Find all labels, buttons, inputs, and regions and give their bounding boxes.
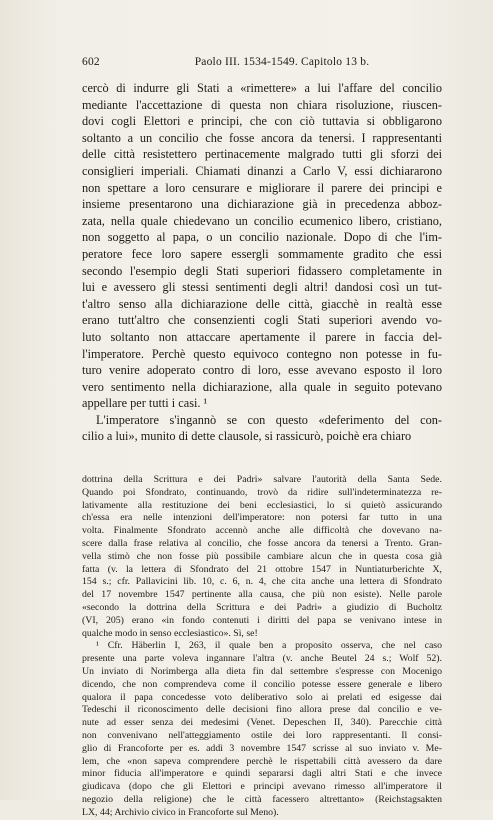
text-line: ch'essa era nelle intenzioni dell'imperatore: non potersi far tutto in una [82,512,442,524]
text-line: vero sentimento nella dichiarazione, alla quale in seguito potevano [82,379,442,394]
text-line: ¹ Cfr. Häberlin I, 263, il quale ben a proposito osserva, che nel caso [96,640,442,652]
text-line: lativamente alla restituzione dei beni ecclesiastici, lo si quietò assicurando [82,499,442,511]
text-line: lem, che «non sapeva comprendere perchè le rispettabili città avessero da dare [82,755,442,767]
running-title: Paolo III. 1534-1549. Capitolo 13 b. [194,56,370,68]
paragraph-1 [82,80,442,412]
text-line: dovi cogli Elettori e principi, che con ciò tuttavia si obbligarono [82,114,442,129]
text-line: nute ad esser senza dei medesimi (Venet. Depeschen II, 340). Parecchie città [82,717,442,729]
text-line: vella stimò che non fosse più possibile cambiare alcun che in questa cosa già [82,550,442,562]
text-line: qualora il papa concedesse voto deliberativo solo ai prelati ed esigesse dai [82,691,442,703]
footnote-1 [82,640,442,819]
text-line: turo venire adoperato contro di loro, esse avevano esposto il loro [82,363,442,378]
text-line: non spettare a loro censurare e migliorare il parere dei principi e [82,180,442,195]
text-line: delle città resistettero pertinacemente malgrado tutti gli sforzi dei [82,147,442,162]
text-line: negozio della religione) che le città facessero altrettanto» (Reichstagsakten [82,793,442,805]
text-line: zata, nella quale chiedevano un concilio ecumenico libero, cristiano, [82,213,442,228]
text-line: appellare per tutti i casi. ¹ [82,396,208,411]
text-line: Quando poi Sfondrato, continuando, trovò da ridire sull'indeterminatezza re- [82,486,442,498]
text-line: scere dalla frase relativa al concilio, che fosse ancora da tenersi a Trento. Gran- [82,537,442,549]
text-line: erano tutt'altro che consenzienti cogli Stati superiori avendo vo- [82,313,442,328]
page-number: 602 [82,56,100,68]
text-line: Tedeschi il riconoscimento delle decisioni fino allora prese dal concilio e ve- [82,704,442,716]
text-line: lui e avessero gli stessi sentimenti degli altri! dandosi così un tut- [82,280,442,295]
paragraph-2 [82,412,442,445]
text-line: volta. Finalmente Sfondrato accennò anche alle difficoltà che dovevano na- [82,525,442,537]
text-line: peratore fece loro sapere essergli sommamente gradito che essi [82,246,442,261]
text-line: insieme presentarono una dichiarazione già in precedenza abboz- [82,197,442,212]
text-line: mediante l'accettazione di questa non chiara risoluzione, riuscen- [82,97,442,112]
footnote-continuation [82,474,442,640]
text-line: secondo l'esempio degli Stati superiori fidassero completamente in [82,263,442,278]
text-line: LX, 44; Archivio civico in Francoforte sul Meno). [82,806,279,818]
text-line: fatta (v. la lettera di Sfondrato del 21 ottobre 1547 in Nuntiaturberichte X, [82,563,442,575]
text-line: t'altro senso alla dichiarazione delle città, giacchè in realtà esse [82,296,442,311]
text-line: L'imperatore s'ingannò se con questo «deferimento del con- [96,412,442,427]
text-line: cercò di indurre gli Stati a «rimettere» a lui l'affare del concilio [82,81,442,95]
text-line: del 17 novembre 1547 pertinente alla causa, che più non esiste). Nelle parole [82,589,442,601]
footnotes [82,474,442,820]
text-line: non convenivano nell'atteggiamento ostile dei loro rappresentanti. Il consi- [82,729,442,741]
text-line: 154 s.; cfr. Pallavicini lib. 10, c. 6, n. 4, che cita anche una lettera di Sfondrato [82,576,442,588]
running-header [82,56,442,68]
text-line: «secondo la dottrina della Scrittura e dei Padri» a giudizio di Bucholtz [82,601,442,613]
text-line: dicendo, che non comprendeva come il concilio potesse essere generale e libero [82,678,442,690]
text-line: soltanto a un concilio che fosse ancora da tenersi. I rappresentanti [82,130,442,145]
text-line: consiglieri imperiali. Chiamati dinanzi a Carlo V, essi dichiararono [82,163,442,178]
text-line: minor fiducia all'imperatore e quindi separarsi dagli altri Stati e che invece [82,768,442,780]
text-line: luto soltanto non attaccare apertamente il parere in faccia del- [82,329,442,344]
text-line: l'imperatore. Perchè questo equivoco contegno non potesse in fu- [82,346,442,361]
text-line: non soggetto al papa, o un concilio nazionale. Dopo di che l'im- [82,230,442,245]
main-text [82,80,442,445]
text-line: presente una parte voleva ingannare l'altra (v. anche Beutel 24 s.; Wolf 52). [82,653,442,665]
text-line: giudicava (dopo che gli Elettori e principi avevano rimesso all'imperatore il [82,781,442,793]
text-line: Un inviato di Norimberga alla dieta fin dal settembre s'espresse con Mocenigo [82,665,442,677]
text-line: qualche modo in senso ecclesiastico». Sì, se! [82,627,258,639]
text-line: dottrina della Scrittura e dei Padri» salvare l'autorità della Santa Sede. [82,474,442,485]
text-line: (VI, 205) erano «in fondo contenuti i diritti del papa se venivano intese in [82,614,442,626]
text-line: cilio a lui», munito di dette clausole, si rassicurò, poichè era chiaro [82,429,412,444]
text-line: glio di Francoforte per es. addì 3 novembre 1547 scrisse al suo inviato v. Me- [82,742,442,754]
